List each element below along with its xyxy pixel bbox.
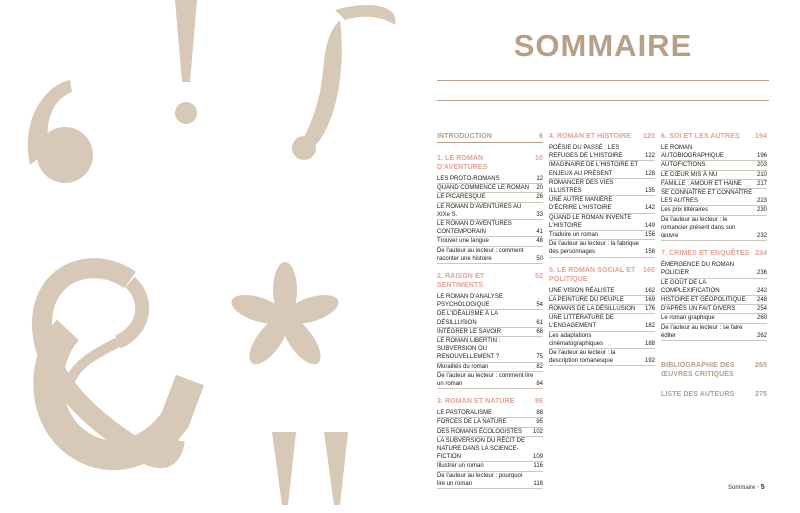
- item-label: QUAND COMMENCE LE ROMAN: [437, 185, 530, 192]
- item-page: 116: [533, 463, 543, 470]
- item-page: 230: [756, 207, 767, 214]
- section-page: 265: [755, 362, 767, 370]
- item-label: LES PROTO-ROMANS: [437, 176, 500, 182]
- toc-item[interactable]: [549, 240, 655, 257]
- toc-item[interactable]: [549, 214, 655, 231]
- toc-section-2[interactable]: [437, 272, 543, 290]
- item-label: UNE VISION RÉALISTE: [549, 287, 615, 294]
- section-label: 5. LE ROMAN SOCIAL ET POLITIQUE: [549, 266, 636, 283]
- section-label: BIBLIOGRAPHIE DES ŒUVRES CRITIQUES: [661, 362, 735, 379]
- ampersand-icon: [42, 268, 190, 458]
- item-page: 162: [644, 287, 655, 294]
- toc-item[interactable]: [437, 193, 543, 202]
- item-label: LE ROMAN D'AVENTURES AU XIXe S.: [437, 203, 522, 218]
- exclamation-icon: [175, 0, 197, 124]
- item-label: LE PICARESQUE: [437, 194, 486, 201]
- item-page: 182: [644, 323, 655, 330]
- item-label: IMAGINAIRE DE L'HISTOIRE ET ENJEUX AU PRÉSENT: [549, 162, 638, 177]
- section-label: 2. RAISON ET SENTIMENTS: [437, 273, 485, 290]
- item-label: Les prix littéraires: [661, 207, 709, 214]
- item-label: De l'auteur au lecteur : la description romanesque: [549, 350, 616, 365]
- item-label: ROMANS DE LA DÉSILLUSION: [549, 306, 636, 313]
- item-label: AUTOFICTIONS: [661, 162, 706, 169]
- toc-item[interactable]: [437, 293, 543, 310]
- section-label: 4. ROMAN ET HISTOIRE: [549, 133, 631, 140]
- item-page: 128: [644, 170, 655, 177]
- toc-item[interactable]: [661, 314, 767, 323]
- item-label: LE ROMAN D'ANALYSE PSYCHOLOGIQUE: [437, 294, 503, 309]
- title-rule-bottom: [437, 100, 769, 101]
- toc-item[interactable]: [549, 287, 655, 296]
- item-label: ROMANCER DES VIES ILLUSTRES: [549, 179, 614, 195]
- item-label: De l'auteur au lecteur : se faire éditer: [661, 324, 743, 339]
- folio-separator: •: [757, 485, 760, 491]
- folio-label: Sommaire: [728, 485, 756, 491]
- item-page: 156: [644, 232, 655, 239]
- toc-item[interactable]: [437, 462, 543, 471]
- item-page: 122: [644, 153, 655, 160]
- toc-item[interactable]: [549, 179, 655, 196]
- toc-item[interactable]: [661, 144, 767, 161]
- toc-item[interactable]: [661, 305, 767, 314]
- item-label: LE ROMAN D'AVENTURES CONTEMPORAIN: [437, 221, 512, 236]
- toc-item[interactable]: [661, 171, 767, 180]
- item-label: DES ROMANS ÉCOLOGISTES: [437, 428, 523, 435]
- section-page: 120: [643, 133, 655, 140]
- item-label: Traduire un roman: [549, 232, 599, 239]
- item-label: SE CONNAÎTRE ET CONNAÎTRE LES AUTRES: [661, 190, 753, 205]
- section-page: 160: [643, 266, 655, 274]
- toc-item[interactable]: [437, 328, 543, 337]
- item-label: HISTOIRE ET GÉOPOLITIQUE: [661, 297, 746, 304]
- toc-item[interactable]: [661, 216, 767, 242]
- item-page: 210: [756, 171, 767, 178]
- apostrophe-icon: [28, 80, 93, 183]
- toc-item[interactable]: [437, 203, 543, 220]
- toc-item[interactable]: [549, 144, 655, 161]
- item-page: 84: [536, 381, 543, 388]
- item-label: LE ROMAN AUTOBIOGRAPHIQUE: [661, 145, 724, 160]
- item-page: 188: [644, 340, 655, 347]
- toc-item[interactable]: [437, 418, 543, 427]
- item-page: 26: [536, 194, 543, 201]
- toc-item[interactable]: [549, 305, 655, 314]
- item-page: 248: [756, 297, 767, 304]
- item-page: 41: [536, 229, 543, 236]
- item-page: 260: [756, 315, 767, 322]
- item-label: Le roman graphique: [661, 315, 715, 322]
- item-label: De l'auteur au lecteur : la fabrique des personnages: [549, 241, 639, 256]
- item-label: LA SUBVERSION DU RÉCIT DE NATURE DANS LA SCIENCE-FICTION: [437, 437, 525, 461]
- toc-column-2: [549, 132, 655, 366]
- item-page: 50: [536, 255, 543, 262]
- item-label: POÉSIE DU PASSÉ : LES REFUGES DE L'HISTOIRE: [549, 145, 623, 160]
- page-title: SOMMAIRE: [513, 28, 693, 63]
- toc-item[interactable]: [661, 324, 767, 341]
- toc-item[interactable]: [437, 175, 543, 184]
- item-page: 149: [644, 222, 655, 229]
- toc-item[interactable]: [661, 161, 767, 170]
- section-label: 3. ROMAN ET NATURE: [437, 398, 515, 406]
- section-label: 6. SOI ET LES AUTRES: [661, 133, 740, 140]
- item-page: 232: [756, 233, 767, 240]
- item-label: LE ROMAN LIBERTIN : SUBVERSION OU RENOUVELLEMENT ?: [437, 338, 501, 361]
- item-label: Les adaptations cinématographiques: [549, 332, 604, 347]
- toc-section-7[interactable]: [661, 249, 767, 258]
- section-label: 7. CRIMES ET ENQUÊTES: [661, 250, 750, 258]
- toc-item[interactable]: [661, 296, 767, 305]
- toc-item[interactable]: [437, 337, 543, 363]
- section-page: 10: [535, 155, 543, 162]
- item-page: 254: [756, 306, 767, 313]
- item-label: LE GOÛT DE LA COMPLEXIFICATION: [661, 279, 720, 294]
- item-page: 12: [536, 176, 543, 182]
- section-page: 275: [755, 391, 767, 399]
- section-page: 86: [535, 398, 543, 406]
- item-page: 82: [536, 363, 543, 370]
- item-page: 20: [536, 185, 543, 192]
- item-page: 88: [536, 410, 543, 417]
- toc-section-6[interactable]: [661, 132, 767, 141]
- toc-section-authors[interactable]: [661, 390, 767, 399]
- item-label: ÉMERGENCE DU ROMAN POLICIER: [661, 262, 735, 277]
- toc-item[interactable]: [437, 184, 543, 193]
- item-label: De l'auteur au lecteur : pourquoi lire un roman: [437, 472, 523, 487]
- folio-number: 5: [760, 484, 765, 491]
- item-page: 169: [644, 296, 655, 303]
- section-divider: [437, 142, 543, 143]
- toc-section-bibliography[interactable]: [661, 361, 767, 379]
- toc-item[interactable]: [549, 349, 655, 366]
- toc-item[interactable]: [437, 220, 543, 237]
- item-label: UNE LITTÉRATURE DE L'ENGAGEMENT: [549, 315, 614, 330]
- toc-item[interactable]: [549, 196, 655, 213]
- item-page: 158: [644, 249, 655, 256]
- item-page: 48: [536, 238, 543, 245]
- toc-item[interactable]: [437, 409, 543, 418]
- item-label: INTÉGRER LE SAVOIR: [437, 328, 501, 335]
- item-label: De l'auteur au lecteur : comment lire un roman: [437, 372, 534, 388]
- item-page: 192: [644, 358, 655, 365]
- toc-item[interactable]: [549, 161, 655, 178]
- item-page: 223: [756, 198, 767, 205]
- toc-column-1: [437, 132, 543, 489]
- item-page: 118: [533, 480, 543, 487]
- item-label: LE CŒUR MIS À NU: [661, 171, 718, 178]
- title-rule-top: [437, 80, 769, 81]
- toc-item[interactable]: [549, 332, 655, 349]
- page-folio: [728, 484, 765, 491]
- toc-item[interactable]: [661, 279, 767, 296]
- toc-item[interactable]: [437, 310, 543, 327]
- item-page: 236: [756, 270, 767, 277]
- toc-item[interactable]: [661, 180, 767, 189]
- item-page: 242: [756, 287, 767, 294]
- item-label: UNE AUTRE MANIÈRE D'ÉCRIRE L'HISTOIRE: [549, 197, 613, 212]
- toc-section-3[interactable]: [437, 397, 543, 406]
- toc-section-introduction[interactable]: [437, 132, 543, 143]
- item-page: 54: [536, 302, 543, 309]
- toc-section-1[interactable]: [437, 154, 543, 172]
- item-page: 33: [536, 211, 543, 218]
- item-label: LE PASTORALISME: [437, 410, 493, 417]
- item-label: QUAND LE ROMAN INVENTE L'HISTOIRE: [549, 214, 632, 229]
- item-page: 109: [532, 454, 543, 461]
- toc-item[interactable]: [661, 261, 767, 278]
- item-label: De l'auteur au lecteur : comment raconter une histoire: [437, 247, 524, 262]
- toc-section-4[interactable]: [549, 132, 655, 141]
- toc-item[interactable]: [437, 437, 543, 463]
- section-label: LISTE DES AUTEURS: [661, 391, 735, 399]
- toc-item[interactable]: [549, 314, 655, 331]
- item-label: LA PEINTURE DU PEUPLE: [549, 296, 624, 303]
- item-page: 102: [532, 428, 543, 435]
- toc-column-3: [661, 132, 767, 402]
- toc-item[interactable]: [437, 363, 543, 372]
- item-label: FAMILLE : AMOUR ET HAINE: [661, 180, 742, 187]
- item-page: 217: [756, 180, 767, 187]
- item-label: Illustrer un roman: [437, 463, 484, 470]
- item-page: 142: [644, 205, 655, 212]
- toc-item[interactable]: [437, 428, 543, 437]
- quote-icon: [272, 432, 348, 505]
- section-label: 1. LE ROMAN D'AVENTURES: [437, 155, 488, 171]
- toc-item[interactable]: [437, 372, 543, 389]
- item-label: De l'auteur au lecteur : le romancier présent dans son œuvre: [661, 216, 736, 240]
- toc-item[interactable]: [437, 472, 543, 489]
- toc-item[interactable]: [549, 296, 655, 305]
- toc-item[interactable]: [437, 247, 543, 264]
- toc-item[interactable]: [437, 237, 543, 246]
- semicolon-icon: [292, 5, 396, 160]
- section-page: 194: [755, 133, 767, 140]
- item-page: 262: [756, 332, 767, 339]
- toc-item[interactable]: [661, 189, 767, 206]
- item-label: D'APRÈS UN FAIT DIVERS: [661, 306, 736, 313]
- toc-item[interactable]: [549, 231, 655, 240]
- toc-item[interactable]: [661, 206, 767, 215]
- section-page: 52: [535, 273, 543, 281]
- item-page: 135: [644, 188, 655, 195]
- item-label: FORCES DE LA NATURE: [437, 419, 507, 426]
- section-page: 234: [755, 250, 767, 258]
- section-label: INTRODUCTION: [437, 133, 492, 140]
- item-label: DE L'IDÉALISME À LA DÉSILLUSION: [437, 311, 498, 326]
- item-page: 75: [536, 354, 543, 361]
- item-page: 196: [756, 153, 767, 160]
- item-page: 203: [756, 162, 767, 169]
- item-page: 68: [536, 328, 543, 335]
- item-page: 176: [644, 306, 655, 313]
- toc-section-5[interactable]: [549, 266, 655, 284]
- item-page: 61: [536, 319, 543, 326]
- item-label: Moralités du roman: [437, 363, 489, 370]
- asterisk-icon: [228, 262, 342, 370]
- section-page: 6: [539, 133, 543, 140]
- item-page: 95: [536, 419, 543, 426]
- item-label: Trouver une langue: [437, 238, 489, 245]
